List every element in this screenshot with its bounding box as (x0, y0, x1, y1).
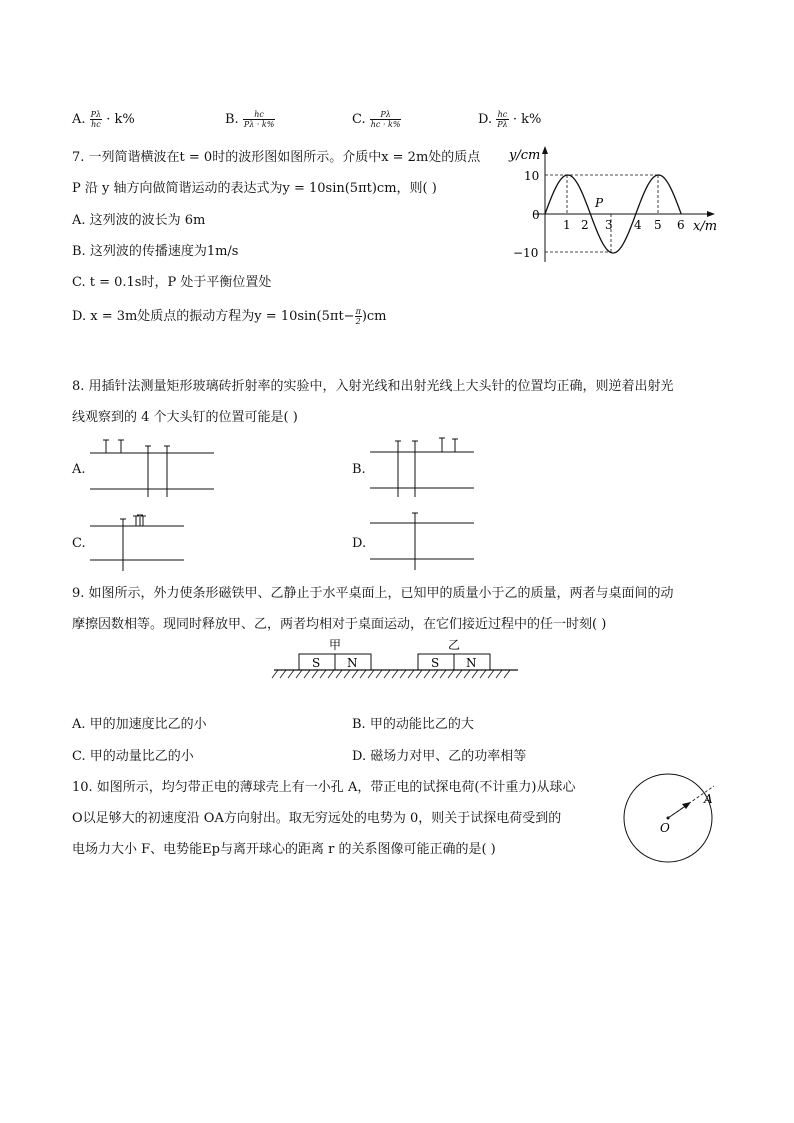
q7-stem-line1: 7. 一列简谐横波在t = 0时的波形图如图所示。介质中x = 2m处的质点 (72, 150, 481, 165)
q9-option-b: B. 甲的动能比乙的大 (352, 717, 474, 732)
magnet-jia (299, 638, 371, 670)
x-axis-arrow (707, 211, 715, 217)
q8-stem-line2: 线观察到的 4 个大头钉的位置可能是( ) (72, 410, 298, 425)
q6-option-b (225, 110, 275, 129)
q9-option-d: D. 磁场力对甲、乙的功率相等 (352, 749, 527, 764)
pin (118, 440, 124, 453)
q7-option-d-fraction: $\frac{\pi}{2}$ (355, 307, 361, 326)
q9-stem-line1: 9. 如图所示，外力使条形磁铁甲、乙静止于水平桌面上，已知甲的质量小于乙的质量，两者与桌面间的动 (72, 586, 674, 601)
pin (452, 439, 458, 452)
pin (120, 519, 126, 571)
q6-option-c (352, 110, 401, 129)
magnet-yi (418, 638, 490, 670)
q7-option-c: C. t = 0.1s时，P 处于平衡位置处 (72, 275, 272, 290)
q7-option-d-text-end: )cm (361, 309, 387, 324)
magnet-yi-s: S (431, 656, 440, 670)
q6-option-letter: C. (352, 112, 366, 127)
x-axis-label: x/m (693, 219, 718, 234)
q6-option-suffix: · k% (106, 112, 135, 127)
q8-figure-a (88, 436, 218, 500)
sphere-figure (618, 768, 728, 868)
q8-label-b: B. (352, 462, 366, 477)
x-tick: 6 (677, 218, 685, 232)
q8-label-a: A. (72, 462, 86, 477)
pin (439, 438, 445, 452)
pin (137, 515, 143, 526)
point-p-label: P (595, 196, 604, 210)
y-tick-top: 10 (524, 169, 540, 183)
q6-option-d (478, 110, 541, 129)
magnet-yi-n: N (466, 656, 477, 670)
q6-option-letter: D. (478, 112, 493, 127)
magnet-yi-label: 乙 (448, 638, 461, 652)
pin (133, 516, 139, 526)
q6-fraction: $\frac{P\lambda}{hc \cdot k\%}$ (370, 110, 401, 129)
magnet-jia-n: N (347, 656, 358, 670)
pin (395, 441, 401, 497)
table-hatching (272, 670, 510, 678)
q8-figure-d (368, 508, 478, 574)
center-dot (667, 817, 670, 820)
velocity-arrow (668, 805, 687, 818)
pin (141, 516, 146, 526)
q6-option-a (72, 110, 135, 129)
q6-option-letter: A. (72, 112, 86, 127)
y-axis-label: y/cm (509, 148, 541, 163)
pin (103, 440, 109, 453)
q10-stem-line3: 电场力大小 F、电势能Ep与离开球心的距离 r 的关系图像可能正确的是( ) (72, 842, 496, 857)
pin (412, 441, 418, 497)
q8-label-d: D. (352, 536, 367, 551)
x-tick: 1 (563, 218, 571, 232)
q8-label-c: C. (72, 536, 86, 551)
q8-stem-line1: 8. 用插针法测量矩形玻璃砖折射率的实验中，入射光线和出射光线上大头针的位置均正确，则逆着出射光 (72, 379, 674, 394)
label-o: O (660, 821, 670, 835)
wave-graph (505, 140, 735, 275)
q9-stem-line2: 摩擦因数相等。现同时释放甲、乙，两者均相对于桌面运动，在它们接近过程中的任一时刻( ) (72, 617, 607, 632)
y-tick-bottom: −10 (513, 246, 539, 260)
x-tick: 2 (581, 218, 589, 232)
q10-stem-line1: 10. 如图所示，均匀带正电的薄球壳上有一小孔 A，带正电的试探电荷(不计重力)从球心 (72, 780, 576, 795)
q6-option-letter: B. (225, 112, 239, 127)
magnet-jia-s: S (312, 656, 321, 670)
q7-option-b: B. 这列波的传播速度为1m/s (72, 244, 239, 259)
x-tick: 3 (605, 218, 613, 232)
pin (412, 513, 418, 570)
q6-fraction: $\frac{hc}{P\lambda}$ (497, 110, 508, 129)
q9-option-a: A. 甲的加速度比乙的小 (72, 717, 207, 732)
q6-fraction: $\frac{hc}{P\lambda \cdot k\%}$ (243, 110, 275, 129)
magnets-figure (270, 632, 522, 682)
magnet-jia-label: 甲 (329, 638, 342, 652)
q7-option-d (72, 305, 387, 326)
q6-fraction: $\frac{P\lambda}{hc}$ (90, 110, 102, 129)
origin-label: 0 (532, 208, 540, 222)
q6-option-suffix: · k% (512, 112, 542, 127)
q7-option-a: A. 这列波的波长为 6m (72, 213, 206, 228)
q7-stem-line2: P 沿 y 轴方向做简谐运动的表达式为y = 10sin(5πt)cm，则( ) (72, 181, 437, 196)
x-tick: 4 (634, 218, 642, 232)
x-tick: 5 (654, 218, 662, 232)
q10-stem-line2: O以足够大的初速度沿 OA方向射出。取无穷远处的电势为 0，则关于试探电荷受到的 (72, 811, 562, 826)
y-axis-arrow (542, 146, 548, 154)
label-a: A (704, 792, 713, 806)
q7-option-d-text: D. x = 3m处质点的振动方程为y = 10sin(5πt− (72, 309, 355, 324)
q9-option-c: C. 甲的动量比乙的小 (72, 749, 194, 764)
q8-figure-b (368, 434, 478, 500)
q8-figure-c (88, 508, 188, 574)
